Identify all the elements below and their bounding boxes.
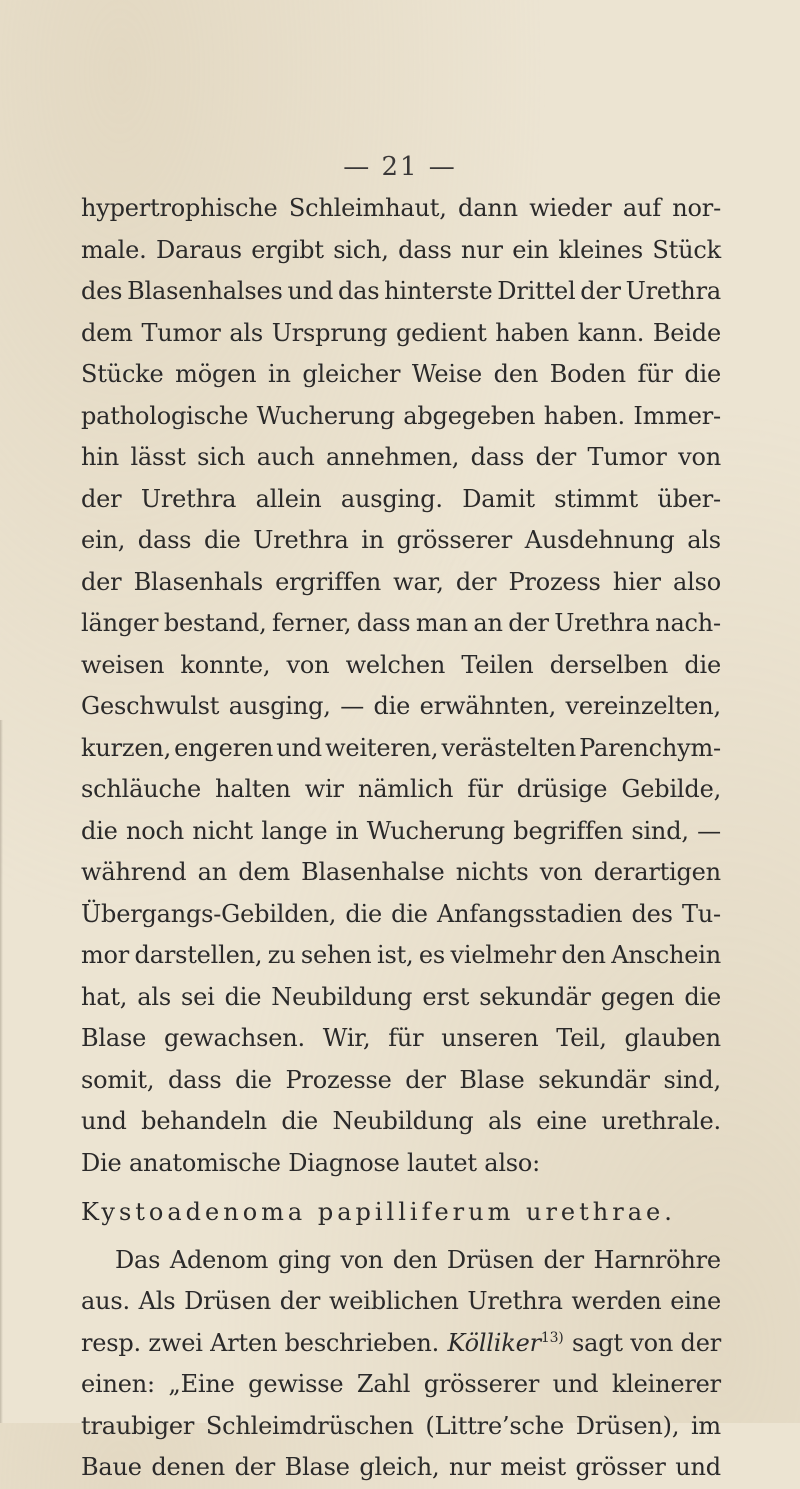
text-line: [81, 396, 721, 438]
word: sind,: [663, 1065, 721, 1094]
word: urethrale.: [601, 1107, 721, 1135]
word: ist,: [377, 941, 414, 969]
word: nach-: [655, 609, 721, 637]
word: bestand,: [163, 609, 267, 637]
word: gleicher: [302, 360, 401, 388]
word: in: [335, 816, 359, 845]
word: für: [637, 360, 673, 388]
word: Drüsen: [446, 1245, 534, 1274]
word: annehmen,: [326, 443, 460, 471]
word: hypertrophische: [81, 194, 278, 222]
word: dass: [398, 235, 452, 264]
word: nicht: [192, 816, 254, 845]
word: dem: [81, 318, 133, 347]
word: lange: [261, 816, 328, 845]
word: dem: [238, 858, 290, 886]
word: für: [388, 1024, 424, 1052]
word: Übergangs-Gebilden,: [81, 899, 337, 928]
word: die: [684, 650, 721, 679]
word: die: [224, 982, 262, 1011]
word: verästelten: [441, 733, 576, 762]
word: darstellen,: [134, 941, 263, 969]
word: weisen: [81, 650, 165, 679]
word: Immer-: [633, 401, 721, 430]
word: sehen: [300, 941, 372, 969]
text-line: [81, 1364, 721, 1406]
word: hier: [612, 567, 661, 596]
word: auch: [256, 443, 315, 471]
word: die: [281, 1107, 319, 1135]
citation-after: sagt von der: [572, 1328, 721, 1357]
word: vielmehr: [450, 941, 556, 969]
word: der: [580, 277, 621, 305]
word: die: [235, 1065, 272, 1094]
word: Zahl: [356, 1370, 411, 1398]
word: dass: [356, 609, 411, 637]
word: die: [203, 526, 241, 554]
word: der: [508, 609, 549, 637]
word: Wir,: [322, 1024, 371, 1052]
word: und: [81, 1107, 127, 1135]
text-line: [81, 437, 721, 479]
word: in: [361, 526, 384, 554]
word: als: [229, 318, 264, 347]
word: noch: [125, 816, 184, 845]
word: ausging,: [228, 692, 331, 720]
word: unseren: [441, 1024, 539, 1052]
word: Ursprung: [271, 318, 388, 347]
word: ergibt: [251, 235, 324, 264]
word: Tumor: [587, 443, 667, 471]
word: hinterste: [384, 277, 493, 305]
word: hat,: [81, 982, 128, 1011]
word: Gebilde,: [621, 775, 721, 803]
word: einen:: [81, 1370, 155, 1398]
word: Stück: [652, 235, 721, 264]
text-line: [81, 188, 721, 230]
word: das: [337, 277, 380, 305]
word: dass: [167, 1065, 222, 1094]
text-line: [81, 935, 721, 977]
word: engeren: [174, 733, 274, 762]
text-line: [81, 811, 721, 853]
word: der: [234, 1453, 276, 1481]
word: Drüsen),: [575, 1411, 680, 1440]
word: vereinzelten,: [565, 692, 721, 720]
word: pathologische: [81, 401, 249, 430]
word: schläuche: [81, 775, 201, 803]
word: die: [684, 360, 721, 388]
word: grösserer: [396, 526, 513, 554]
text-line: [81, 686, 721, 728]
word: Schleimdrüschen: [205, 1411, 414, 1440]
word: sich,: [333, 235, 389, 264]
word: ergriffen: [275, 567, 381, 596]
word: des: [81, 277, 123, 305]
text-line: [81, 479, 721, 521]
citation-author-name: Kölliker: [447, 1328, 541, 1357]
word: haben: [495, 318, 570, 347]
word: Daraus: [155, 235, 242, 264]
word: länger: [81, 609, 159, 637]
word: die: [373, 692, 411, 720]
word: Blase: [81, 1024, 147, 1052]
word: Boden: [549, 360, 626, 388]
citation-lead: resp. zwei Arten beschrieben.: [81, 1328, 440, 1357]
word: stimmt: [554, 484, 638, 513]
text-line: [81, 977, 721, 1019]
word: gewisse: [248, 1370, 344, 1398]
word: wieder: [529, 194, 612, 222]
word: grösserer: [423, 1370, 540, 1398]
word: ging: [277, 1245, 331, 1274]
text-line: [81, 894, 721, 936]
word: Urethra: [253, 526, 349, 554]
word: Harnröhre: [593, 1245, 721, 1274]
word: während: [81, 858, 187, 886]
word: Wucherung: [256, 401, 395, 430]
word: als: [137, 982, 171, 1011]
word: dass: [470, 443, 525, 471]
word: Teil,: [556, 1024, 607, 1052]
word: dann: [458, 194, 518, 222]
word: —: [340, 692, 364, 720]
word: nämlich: [357, 775, 454, 803]
word: eine: [670, 1287, 721, 1315]
word: kann.: [577, 318, 645, 347]
word: die: [684, 982, 721, 1011]
word: Stücke: [81, 360, 164, 388]
word: allein: [255, 484, 322, 513]
word: Weise: [411, 360, 483, 388]
word: Urethra: [467, 1287, 563, 1315]
word: der: [455, 567, 497, 596]
word: von: [340, 1245, 384, 1274]
word: derartigen: [593, 858, 721, 886]
text-line: [81, 645, 721, 687]
word: somit,: [81, 1065, 155, 1094]
word: und: [287, 277, 334, 305]
word: an: [197, 858, 227, 886]
word: die: [345, 899, 382, 928]
word: Blasenhalse: [301, 858, 445, 886]
word: Drittel: [497, 277, 576, 305]
word: und: [276, 733, 322, 762]
word: gegen: [600, 982, 675, 1011]
word: der: [405, 1065, 446, 1094]
word: also: [673, 567, 721, 596]
word: male.: [81, 235, 147, 264]
word: behandeln: [141, 1107, 267, 1135]
word: Baue: [81, 1453, 142, 1481]
word: Blasenhals: [133, 567, 263, 596]
word: war,: [393, 567, 444, 596]
word: es: [418, 941, 446, 969]
word: Parenchym-: [579, 733, 721, 762]
word: ausging.: [340, 484, 443, 513]
word: eine: [536, 1107, 587, 1135]
word: nor-: [672, 194, 721, 222]
word: über-: [657, 484, 721, 513]
text-line: [81, 603, 721, 645]
word: an: [473, 609, 503, 637]
word: „Eine: [168, 1370, 235, 1398]
diagnosis-heading: Kystoadenoma papilliferum urethrae.: [81, 1198, 676, 1226]
word: Teilen: [461, 650, 534, 679]
word: für: [467, 775, 503, 803]
word: kleines: [558, 235, 644, 264]
text-line: Die anatomische Diagnose lautet also:: [81, 1148, 541, 1177]
word: nur: [448, 1453, 491, 1481]
word: Tu-: [681, 899, 721, 928]
word: gewachsen.: [164, 1024, 305, 1052]
word: den: [561, 941, 606, 969]
word: lässt: [130, 443, 186, 471]
word: kurzen,: [81, 733, 172, 762]
word: grösser: [575, 1453, 666, 1481]
word: mor: [81, 941, 130, 969]
word: auf: [622, 194, 661, 222]
word: denen: [151, 1453, 226, 1481]
word: Blase: [459, 1065, 525, 1094]
word: Als: [138, 1287, 176, 1315]
text-line: [81, 1240, 721, 1282]
word: im: [690, 1411, 721, 1440]
word: Das: [115, 1245, 161, 1274]
body-text: [81, 188, 721, 1489]
word: von: [678, 443, 721, 471]
word: Wucherung: [366, 816, 505, 845]
word: Blasenhalses: [127, 277, 283, 305]
word: meist: [500, 1453, 566, 1481]
word: Neubildung: [332, 1107, 474, 1135]
word: derselben: [549, 650, 669, 679]
word: weiblichen: [328, 1287, 459, 1315]
word: erwähnten,: [419, 692, 557, 720]
word: Geschwulst: [81, 692, 220, 720]
word: kleinerer: [611, 1370, 721, 1398]
text-line-citation: [81, 1323, 721, 1365]
word: begriffen: [513, 816, 624, 845]
word: sekundär: [538, 1065, 650, 1094]
text-line: [81, 562, 721, 604]
word: welchen: [345, 650, 446, 679]
text-line: [81, 271, 721, 313]
word: von: [539, 858, 583, 886]
word: die: [81, 816, 118, 845]
word: in: [268, 360, 291, 388]
word: und: [675, 1453, 721, 1481]
text-line: [81, 1060, 721, 1102]
word: der: [279, 1287, 321, 1315]
text-line: [81, 1447, 721, 1489]
text-line: [81, 520, 721, 562]
word: ein: [512, 235, 549, 264]
word: sind,: [631, 816, 689, 845]
word: sei: [180, 982, 215, 1011]
citation-author: [447, 1323, 563, 1365]
word: den: [493, 360, 539, 388]
text-line: [81, 230, 721, 272]
word: den: [392, 1245, 438, 1274]
word: des: [631, 899, 673, 928]
word: wir: [304, 775, 344, 803]
text-line: [81, 1101, 721, 1143]
citation-footnote-ref: 13): [540, 1329, 564, 1346]
text-line: [81, 354, 721, 396]
text-line: [81, 728, 721, 770]
word: haben.: [543, 401, 625, 430]
word: Urethra: [625, 277, 721, 305]
word: halten: [215, 775, 291, 803]
word: dass: [137, 526, 192, 554]
word: weiteren,: [325, 733, 439, 762]
word: und: [552, 1370, 599, 1398]
word: ferner,: [272, 609, 352, 637]
word: glauben: [624, 1024, 721, 1052]
word: erst: [422, 982, 470, 1011]
word: drüsige: [516, 775, 608, 803]
word: gedient: [396, 318, 487, 347]
word: der: [543, 1245, 584, 1274]
word: Damit: [462, 484, 535, 513]
word: der: [81, 567, 122, 596]
word: der: [81, 484, 122, 513]
word: Prozesse: [285, 1065, 392, 1094]
word: werden: [571, 1287, 662, 1315]
word: als: [488, 1107, 522, 1135]
word: Anfangsstadien: [437, 899, 623, 928]
word: Urethra: [140, 484, 237, 513]
word: Prozess: [508, 567, 601, 596]
word: Tumor: [141, 318, 221, 347]
word: die: [391, 899, 428, 928]
word: zu: [267, 941, 296, 969]
page-edge-shadow: [0, 720, 3, 1423]
word: Adenom: [169, 1245, 269, 1274]
word: Ausdehnung: [524, 526, 675, 554]
word: der: [535, 443, 577, 471]
word: traubiger: [81, 1411, 195, 1440]
text-line: [81, 313, 721, 355]
word: Neubildung: [271, 982, 413, 1011]
word: nichts: [455, 858, 529, 886]
word: aus.: [81, 1287, 130, 1315]
word: ein,: [81, 526, 126, 554]
text-line: [81, 852, 721, 894]
word: (Littre’sche: [425, 1411, 564, 1440]
word: Anschein: [611, 941, 721, 969]
word: man: [415, 609, 468, 637]
word: Beide: [652, 318, 721, 347]
word: als: [687, 526, 721, 554]
word: konnte,: [180, 650, 271, 679]
text-line: [81, 769, 721, 811]
text-line: [81, 1406, 721, 1448]
word: Schleimhaut,: [288, 194, 447, 222]
word: hin: [81, 443, 119, 471]
word: Urethra: [554, 609, 650, 637]
word: Blase: [284, 1453, 350, 1481]
word: nur: [461, 235, 503, 264]
word: mögen: [175, 360, 257, 388]
text-line: [81, 1281, 721, 1323]
word: Drüsen: [184, 1287, 272, 1315]
page-number: — 21 —: [343, 152, 457, 182]
word: abgegeben: [403, 401, 536, 430]
text-line: [81, 1018, 721, 1060]
word: —: [697, 816, 721, 845]
word: sekundär: [479, 982, 591, 1011]
word: sich: [197, 443, 246, 471]
word: gleich,: [359, 1453, 440, 1481]
word: von: [286, 650, 330, 679]
